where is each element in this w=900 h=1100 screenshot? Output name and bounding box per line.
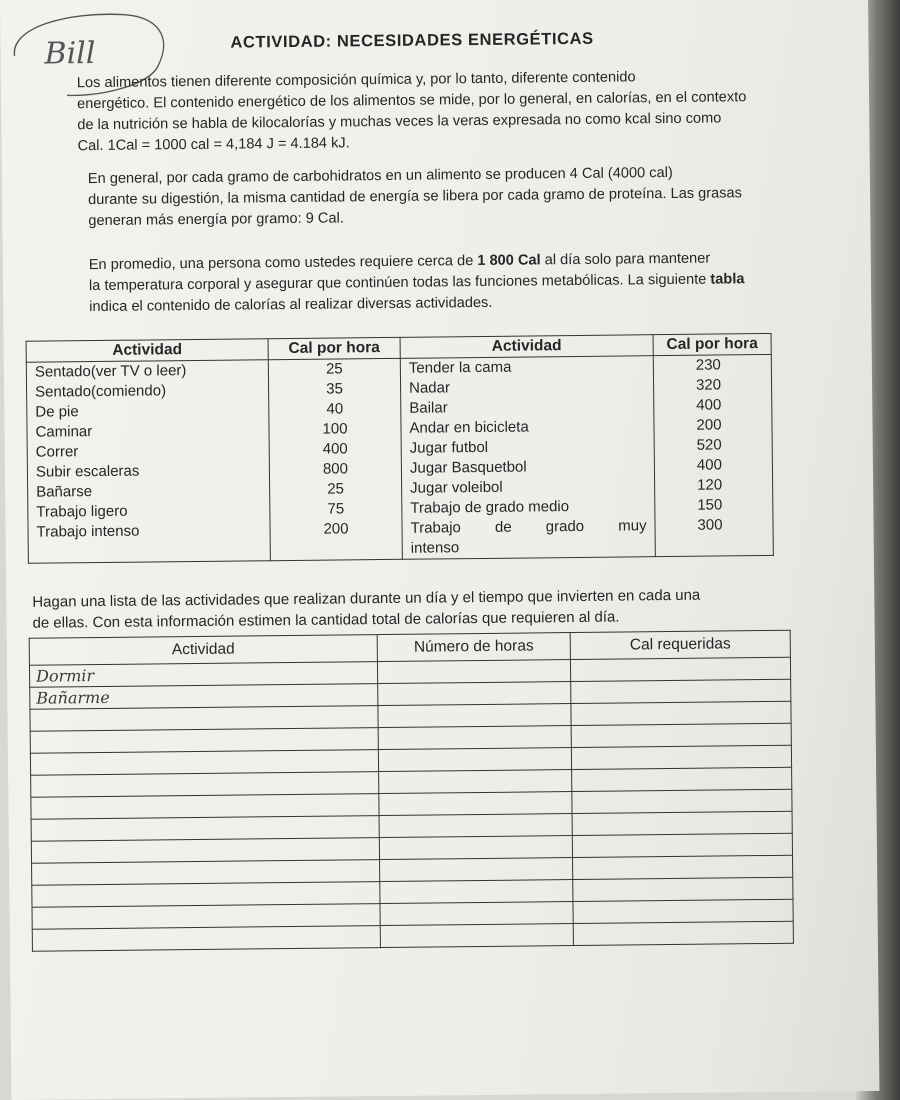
calorie-table — [26, 333, 774, 564]
cal-cell: 520 — [654, 435, 772, 456]
activity-cell: Tender la cama — [400, 356, 653, 379]
activity-cell: Andar en bicicleta — [401, 416, 654, 439]
cal-cell: 150 — [655, 495, 773, 516]
log-hours-cell[interactable] — [379, 836, 572, 860]
activity-cell: Trabajo de grado medio — [402, 496, 655, 519]
activity-cell: Nadar — [400, 376, 653, 399]
log-activity-cell[interactable]: Dormir — [29, 662, 377, 688]
cal-cell: 100 — [269, 419, 401, 440]
activity-log-table — [29, 630, 794, 952]
log-cal-cell[interactable] — [573, 899, 793, 923]
header-cal-required: Cal requeridas — [570, 630, 790, 659]
log-cal-cell[interactable] — [572, 767, 792, 791]
activity-cell: Jugar voleibol — [402, 476, 655, 499]
log-cal-cell[interactable] — [572, 833, 792, 857]
activity-cell: De pie — [27, 400, 269, 423]
activity-cell: Trabajo de grado muy intenso — [402, 516, 655, 559]
paragraph-intro: Los alimentos tienen diferente composición química y, por lo tanto, diferente contenido energético. El contenido energético de los alimentos se mide, por lo general, en calorías, en el contexto de la nutrición se habla de kilocalorías y muchas veces la veras expresada no como kcal sino como Cal. 1Cal = 1000 cal = 4,184 J = 4.184 kJ. — [76, 69, 747, 155]
cal-cell: 25 — [268, 358, 400, 380]
activity-cell: Subir escaleras — [27, 460, 269, 483]
paragraph-daily-needs: En promedio, una persona como ustedes requiere cerca de 1 800 Cal al día solo para mantener la temperatura corporal y asegurar que continúen todas las funciones metabólicas. La siguiente tabla indica el contenido de calorías al realizar diversas actividades. — [88, 250, 745, 316]
log-cal-cell[interactable] — [571, 723, 791, 747]
log-activity-cell[interactable] — [32, 926, 380, 952]
cal-cell: 800 — [269, 459, 401, 480]
log-cal-cell[interactable] — [572, 789, 792, 813]
activity-cell: Sentado(ver TV o leer) — [26, 360, 268, 383]
activity-cell: Jugar futbol — [401, 436, 654, 459]
header-activity: Actividad — [29, 635, 377, 666]
log-hours-cell[interactable] — [378, 748, 571, 772]
cal-cell: 25 — [270, 479, 402, 500]
activity-cell: Correr — [27, 440, 269, 463]
header-cal-2: Cal por hora — [653, 333, 771, 355]
log-cal-cell[interactable] — [573, 855, 793, 879]
log-hours-cell[interactable] — [380, 880, 573, 904]
log-hours-cell[interactable] — [378, 704, 571, 728]
worksheet-title: ACTIVIDAD: NECESIDADES ENERGÉTICAS — [230, 29, 594, 52]
header-cal-1: Cal por hora — [268, 337, 400, 359]
cal-cell: 120 — [655, 475, 773, 496]
log-cal-cell[interactable] — [573, 877, 793, 901]
paragraph-instructions: Hagan una lista de las actividades que realizan durante un día y el tiempo que invierten en cada una de ellas. Con esta información estimen la cantidad total de calorías que requieren al día. — [32, 586, 701, 632]
header-activity-1: Actividad — [26, 339, 268, 363]
log-hours-cell[interactable] — [379, 792, 572, 816]
header-activity-2: Actividad — [400, 335, 653, 359]
cal-cell: 200 — [654, 415, 772, 436]
log-hours-cell[interactable] — [378, 726, 571, 750]
cal-cell: 200 — [270, 519, 402, 561]
activity-cell: Caminar — [27, 420, 269, 443]
log-hours-cell[interactable] — [380, 858, 573, 882]
activity-cell: Trabajo intenso — [28, 520, 270, 563]
cal-cell: 300 — [655, 515, 773, 557]
activity-cell: Sentado(comiendo) — [27, 380, 269, 403]
cal-cell: 75 — [270, 499, 402, 520]
header-hours: Número de horas — [377, 633, 570, 662]
log-hours-cell[interactable] — [380, 924, 573, 948]
log-hours-cell[interactable] — [378, 682, 571, 706]
log-cal-cell[interactable] — [571, 679, 791, 703]
cal-cell: 35 — [268, 379, 400, 400]
table-row — [28, 515, 773, 563]
log-activity-cell[interactable]: Bañarme — [30, 684, 378, 710]
activity-cell: Bailar — [401, 396, 654, 419]
activity-cell: Bañarse — [28, 480, 270, 503]
log-hours-cell[interactable] — [380, 902, 573, 926]
activity-cell: Trabajo ligero — [28, 500, 270, 523]
log-hours-cell[interactable] — [377, 660, 570, 684]
log-cal-cell[interactable] — [570, 657, 790, 681]
cal-cell: 320 — [653, 375, 771, 396]
cal-cell: 400 — [654, 455, 772, 476]
cal-cell: 40 — [269, 399, 401, 420]
log-cal-cell[interactable] — [571, 745, 791, 769]
log-hours-cell[interactable] — [379, 770, 572, 794]
log-cal-cell[interactable] — [572, 811, 792, 835]
log-cal-cell[interactable] — [573, 921, 793, 945]
activity-cell: Jugar Basquetbol — [401, 456, 654, 479]
paragraph-carbohydrates: En general, por cada gramo de carbohidratos en un alimento se producen 4 Cal (4000 cal) durante su digestión, la misma cantidad de energía se libera por cada gramo de proteína. Las grasas generan más energía por gramo: 9 Cal. — [87, 164, 743, 230]
cal-cell: 400 — [654, 395, 772, 416]
cal-cell: 230 — [653, 354, 771, 376]
log-hours-cell[interactable] — [379, 814, 572, 838]
cal-cell: 400 — [269, 439, 401, 460]
stamp-signature: Bill — [44, 36, 96, 72]
log-cal-cell[interactable] — [571, 701, 791, 725]
